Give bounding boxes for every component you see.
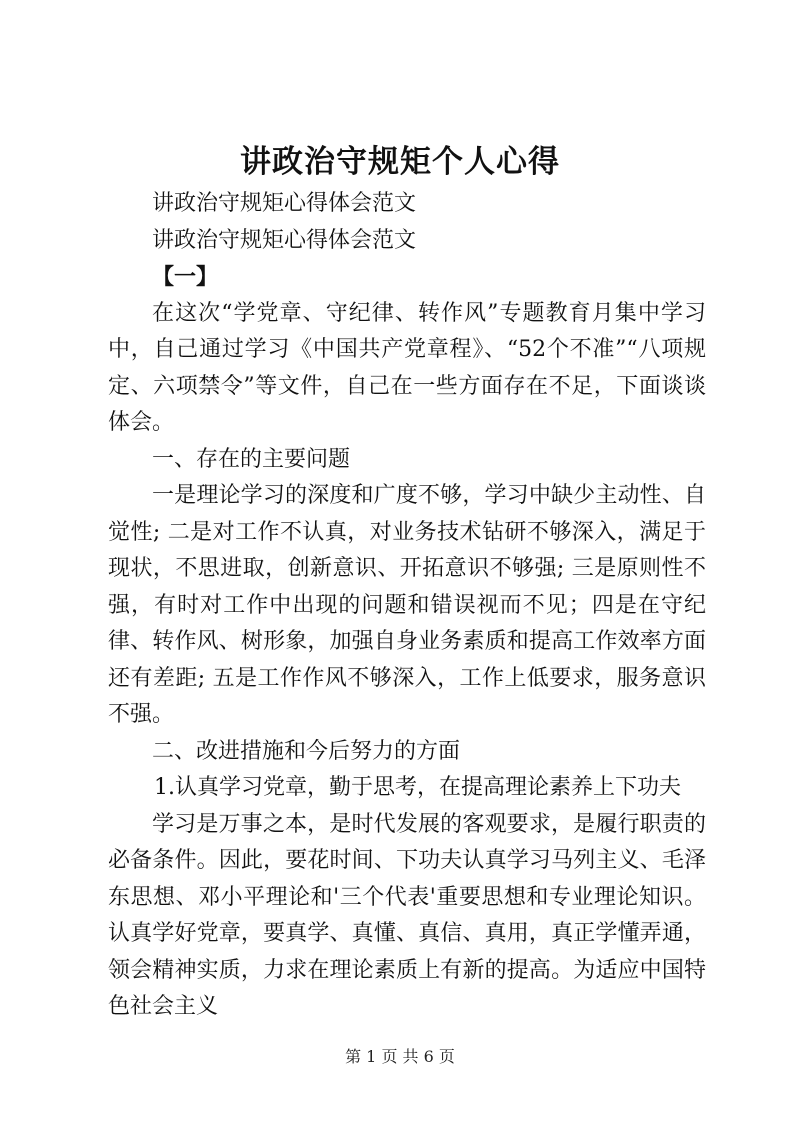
section-marker: 【一】	[152, 264, 219, 290]
intro-paragraph: 在这次“学党章、守纪律、转作风”专题教育月集中学习中，自己通过学习《中国共产党章程》、“52个不准”“八项规定、六项禁令”等文件，自己在一些方面存在不足，下面谈谈体会。	[108, 300, 706, 435]
document-body	[108, 186, 706, 1026]
subtitle-line-1: 讲政治守规矩心得体会范文	[152, 191, 417, 216]
problems-paragraph: 一是理论学习的深度和广度不够，学习中缺少主动性、自觉性; 二是对工作不认真，对业务技术钻研不够深入，满足于现状，不思进取，创新意识、开拓意识不够强; 三是原则性不强，有时对工作中出现的问题和错误视而不见；四是在守纪律、转作风、树形象，加强自身业务素质和提高工作效率方面还有差距; 五是工作作风不够深入，工作上低要求，服务意识不强。	[108, 483, 706, 727]
heading-problems: 一、存在的主要问题	[152, 446, 351, 472]
page-number-footer: 第 1 页 共 6 页	[345, 1047, 455, 1066]
heading-improvements: 二、改进措施和今后努力的方面	[152, 738, 461, 764]
document-title: 讲政治守规矩个人心得	[240, 144, 560, 180]
subheading-study-party-constitution: 1.认真学习党章，勤于思考，在提高理论素养上下功夫	[154, 775, 681, 800]
subtitle-line-2: 讲政治守规矩心得体会范文	[152, 227, 417, 253]
study-paragraph: 学习是万事之本，是时代发展的客观要求，是履行职责的必备条件。因此，要花时间、下功夫认真学习马列主义、毛泽东思想、邓小平理论和'三个代表'重要思想和专业理论知识。认真学好党章，要真学、真懂、真信、真用，真正学懂弄通，领会精神实质，力求在理论素质上有新的提高。为适应中国特色社会主义	[108, 811, 706, 1019]
